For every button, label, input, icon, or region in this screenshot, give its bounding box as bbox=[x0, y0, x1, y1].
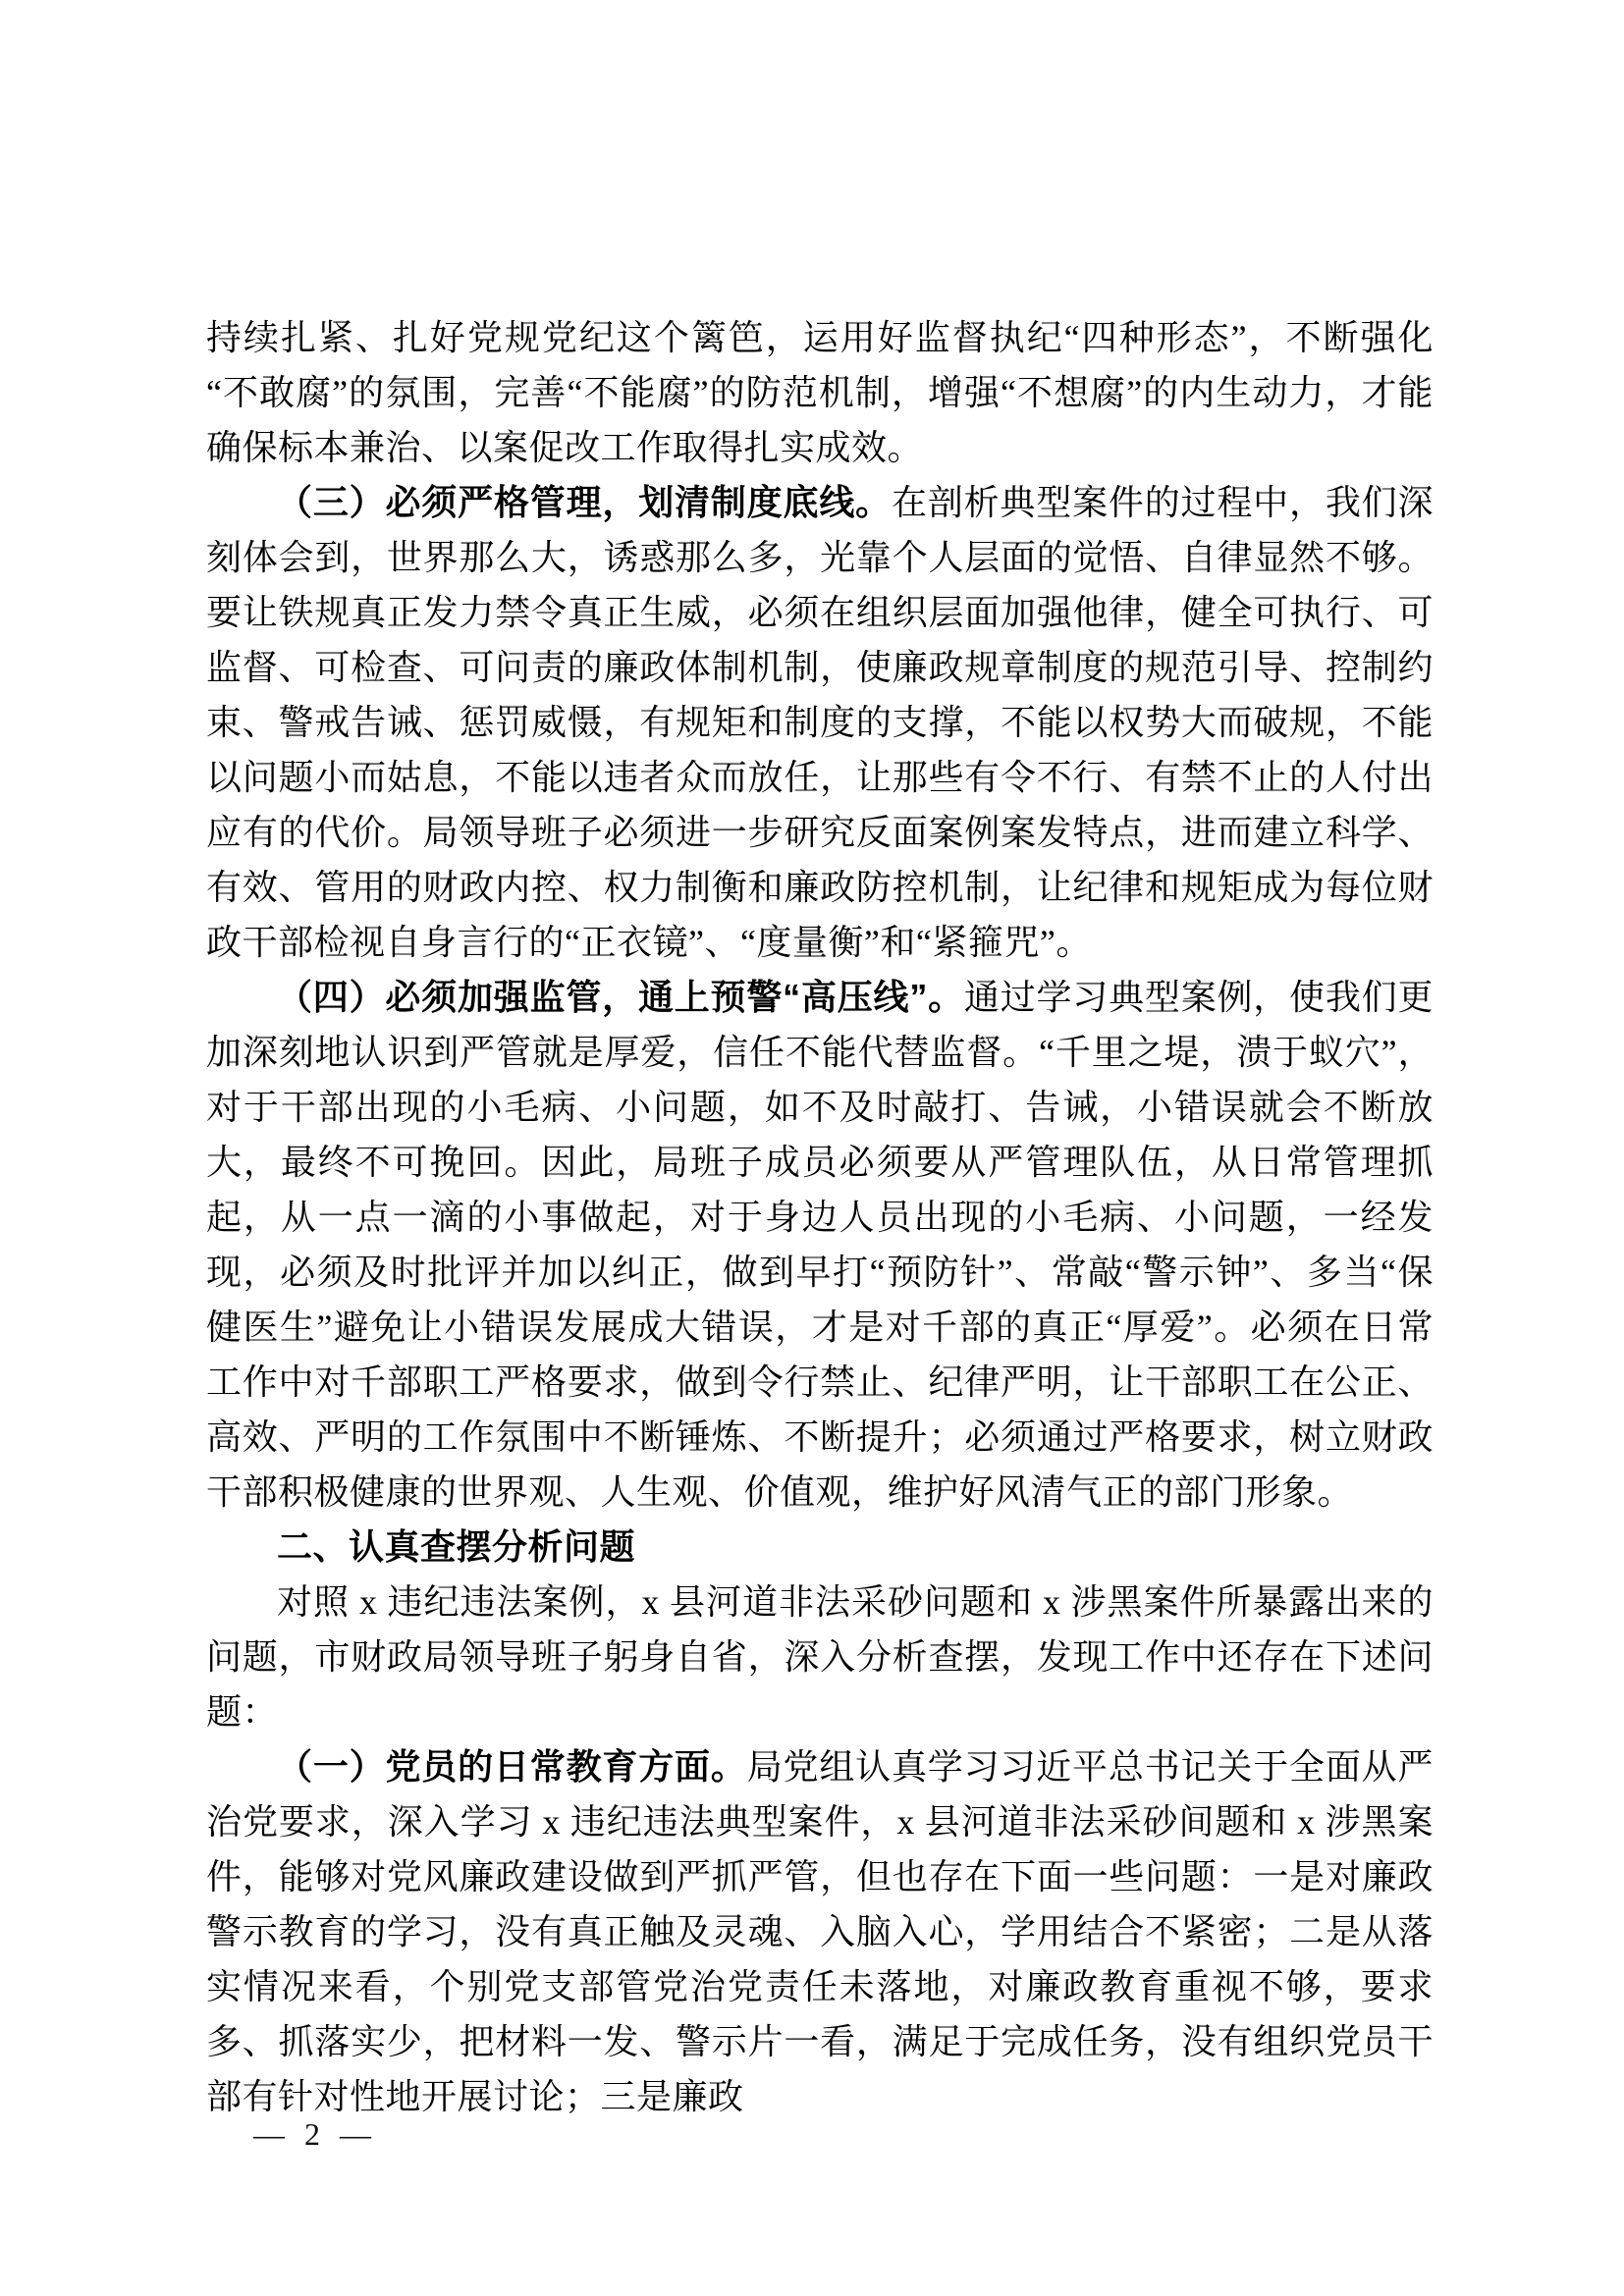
bold-lead-run: （三）必须严格管理，划清制度底线。 bbox=[277, 482, 892, 522]
body-text-run: 对照 x 违纪违法案例，x 县河道非法采砂问题和 x 涉黑案件所暴露出来的问题，市财政局领导班子躬身自省，深入分析查摆，发现工作中还存在下述问题： bbox=[206, 1582, 1434, 1732]
paragraph-compare-intro bbox=[206, 1575, 1434, 1739]
document-body bbox=[206, 310, 1434, 2124]
heading-section-two bbox=[206, 1520, 1434, 1575]
body-text-run: 持续扎紧、扎好党规党纪这个篱笆，运用好监督执纪“四种形态”，不断强化“不敢腐”的氛围，完善“不能腐”的防范机制，增强“不想腐”的内生动力，才能确保标本兼治、以案促改工作取得扎实成效。 bbox=[206, 318, 1434, 467]
paragraph-section-three bbox=[206, 475, 1434, 970]
paragraph-continuation bbox=[206, 310, 1434, 475]
paragraph-section-four bbox=[206, 970, 1434, 1520]
body-text-run: 通过学习典型案例，使我们更加深刻地认识到严管就是厚爱，信任不能代替监督。“千里之堤，溃于蚁穴”，对于干部出现的小毛病、小问题，如不及时敲打、告诫，小错误就会不断放大，最终不可挽回。因此，局班子成员必须要从严管理队伍，从日常管理抓起，从一点一滴的小事做起，对于身边人员出现的小毛病、小问题，一经发现，必须及时批评并加以纠正，做到早打“预防针”、常敲“警示钟”、多当“保健医生”避免让小错误发展成大错误，才是对千部的真正“厚爱”。必须在日常工作中对千部职工严格要求，做到令行禁止、纪律严明，让干部职工在公正、高效、严明的工作氛围中不断锤炼、不断提升；必须通过严格要求，树立财政干部积极健康的世界观、人生观、价值观，维护好风清气正的部门形象。 bbox=[206, 978, 1434, 1512]
body-text-run: 在剖析典型案件的过程中，我们深刻体会到，世界那么大，诱惑那么多，光靠个人层面的觉悟、自律显然不够。要让铁规真正发力禁令真正生威，必须在组织层面加强他律，健全可执行、可监督、可检查、可问责的廉政体制机制，使廉政规章制度的规范引导、控制约束、警戒告诫、惩罚威慑，有规矩和制度的支撑，不能以权势大而破规，不能以问题小而姑息，不能以违者众而放任，让那些有令不行、有禁不止的人付出应有的代价。局领导班子必须进一步研究反面案例案发特点，进而建立科学、有效、管用的财政内控、权力制衡和廉政防控机制，让纪律和规矩成为每位财政干部检视自身言行的“正衣镜”、“度量衡”和“紧箍咒”。 bbox=[206, 483, 1434, 962]
bold-lead-run: （四）必须加强监管，通上预警“高压线”。 bbox=[277, 977, 964, 1017]
body-text-run: 局党组认真学习习近平总书记关于全面从严治党要求，深入学习 x 违纪违法典型案件，x 县河道非法采砂间题和 x 涉黑案件，能够对党风廉政建设做到严抓严管，但也存在下面一些问题：一是对廉政警示教育的学习，没有真正触及灵魂、入脑入心，学用结合不紧密；二是从落实情况来看，个别党支部管党治党责任未落地，对廉政教育重视不够，要求多、抓落实少，把材料一发、警示片一看，满足于完成任务，没有组织党员干部有针对性地开展讨论；三是廉政 bbox=[206, 1747, 1434, 2116]
bold-lead-run: （一）党员的日常教育方面。 bbox=[277, 1746, 747, 1787]
page-number: — 2 — bbox=[253, 2116, 377, 2152]
bold-lead-run: 二、认真查摆分析问题 bbox=[277, 1526, 636, 1567]
paragraph-item-one bbox=[206, 1739, 1434, 2124]
